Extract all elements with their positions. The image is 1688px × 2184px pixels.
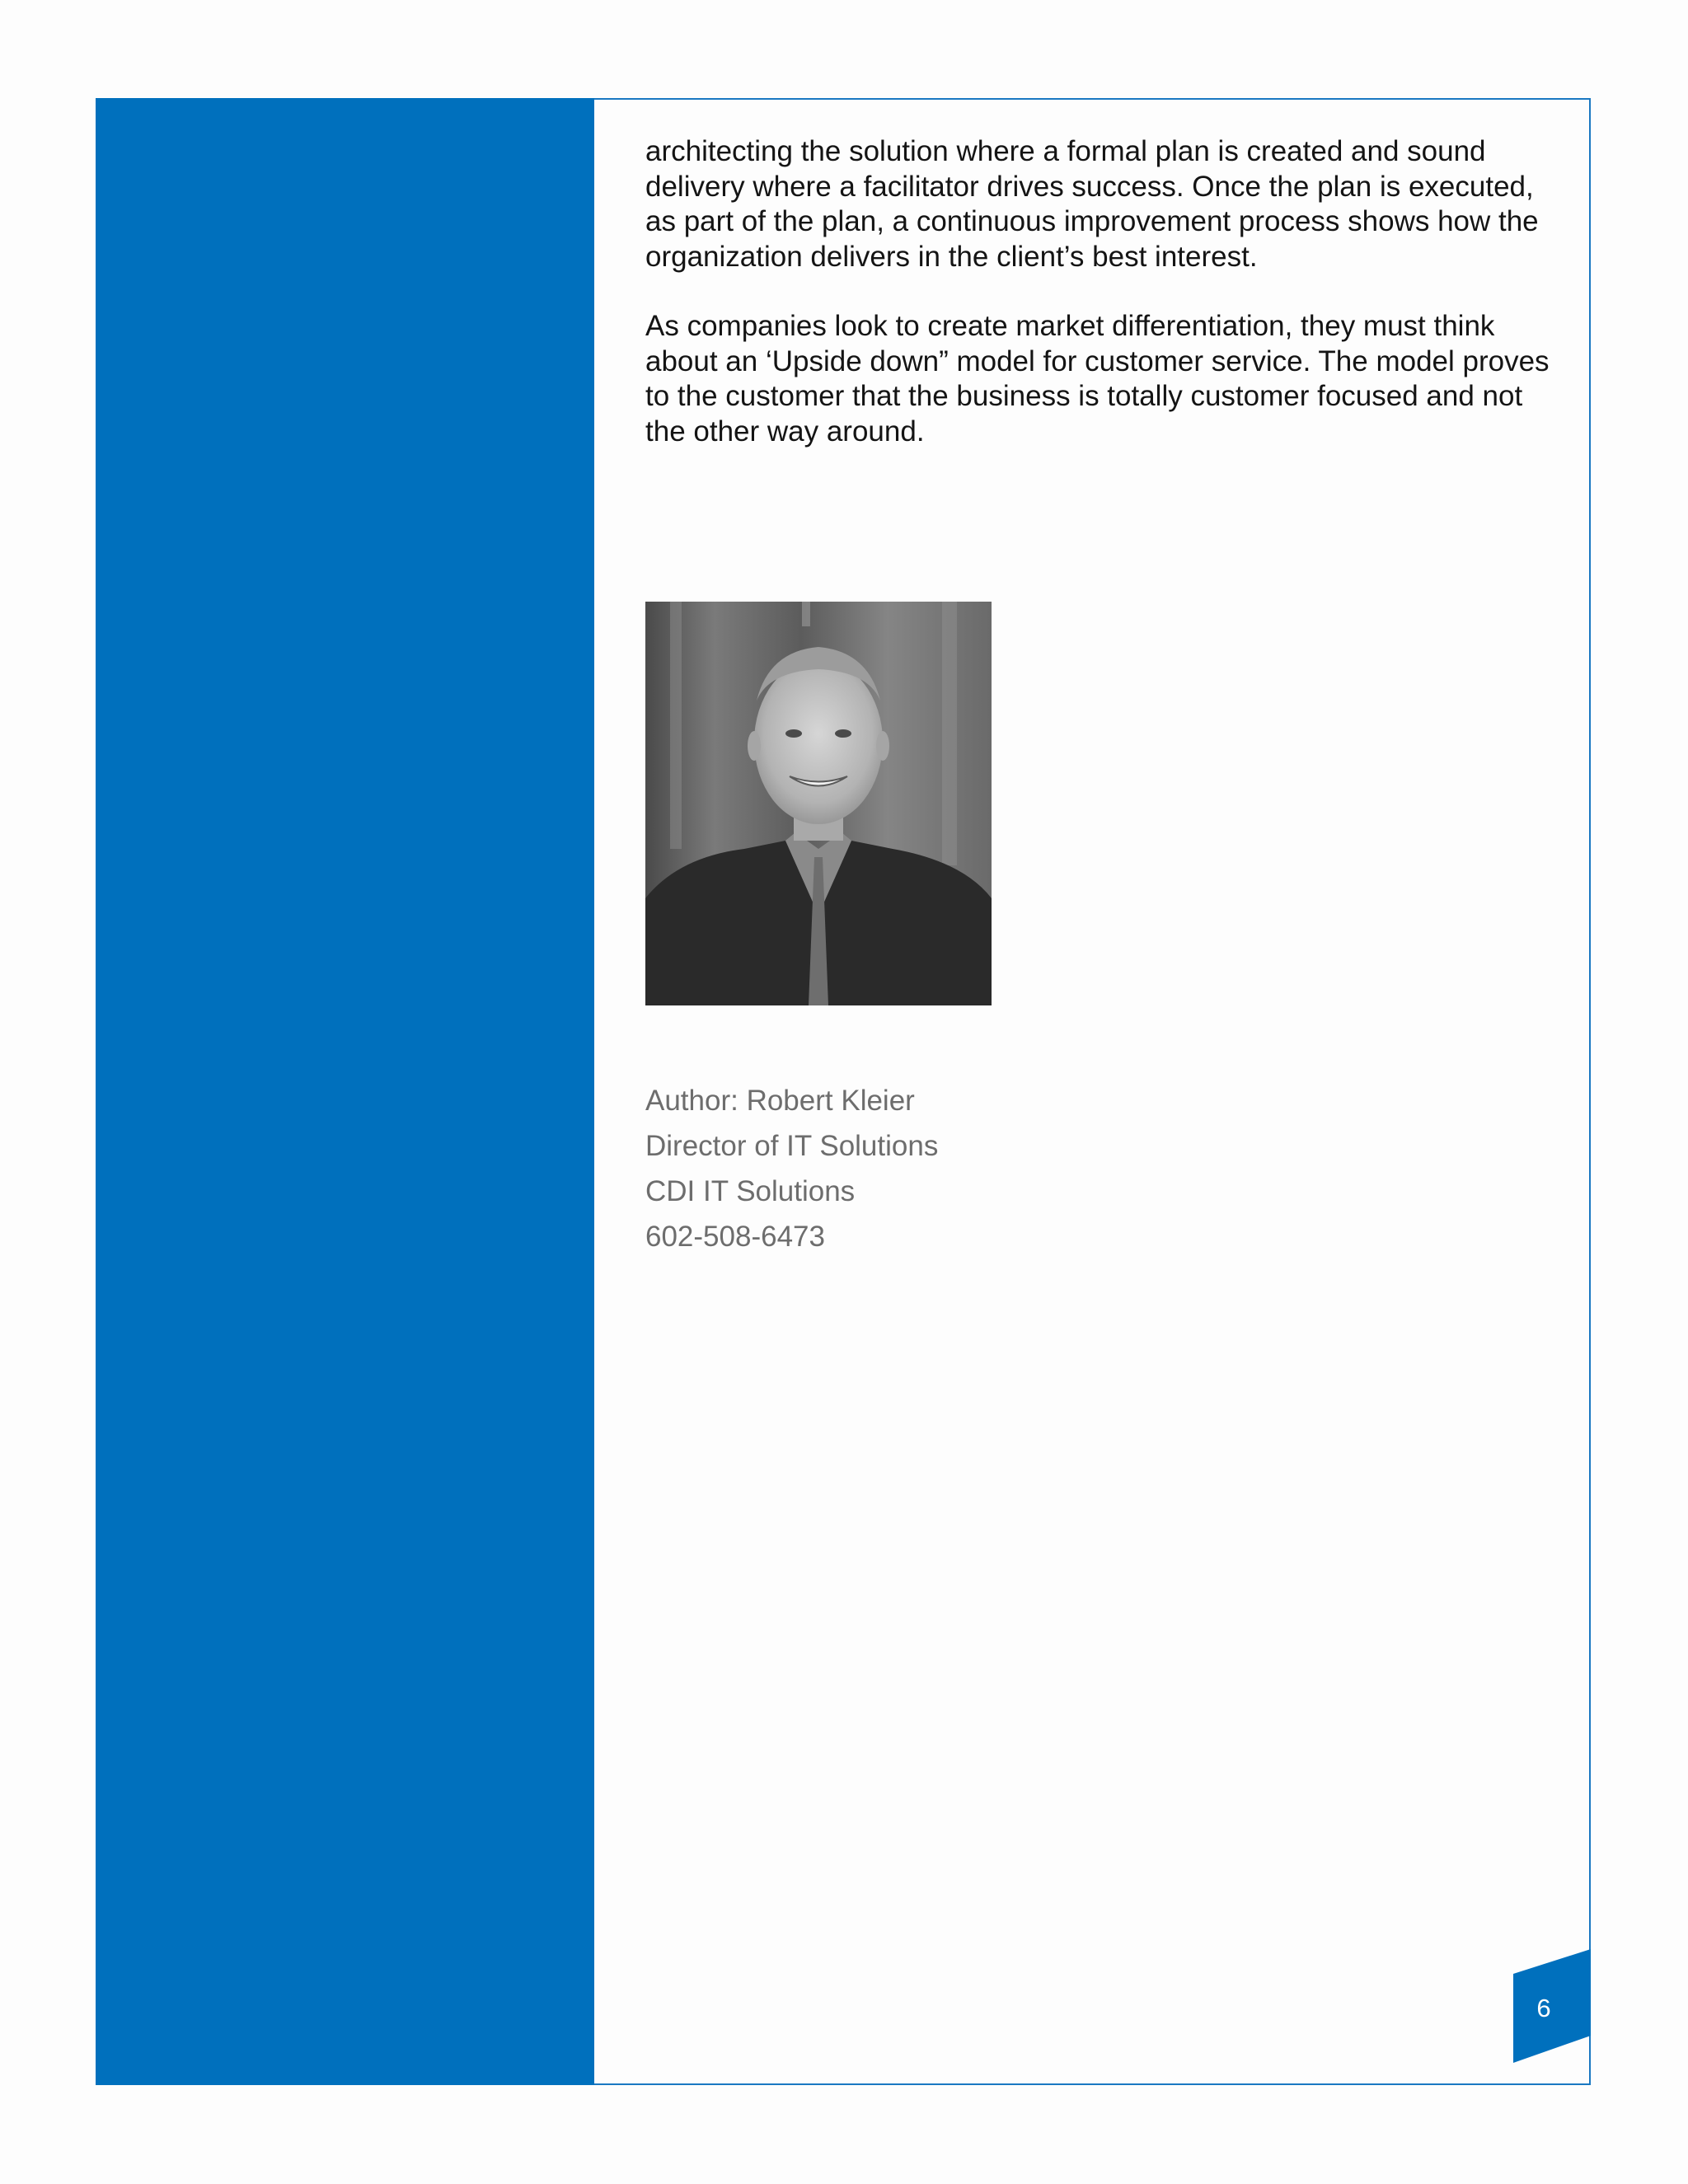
- author-photo: [645, 602, 992, 1005]
- blue-sidebar-band: [96, 98, 594, 2085]
- author-title: Director of IT Solutions: [645, 1130, 939, 1162]
- author-info: [645, 1078, 938, 1259]
- page-number: 6: [1536, 1994, 1551, 2022]
- author-company: CDI IT Solutions: [645, 1175, 856, 1207]
- author-portrait-image: [645, 602, 992, 1005]
- article-paragraph: As companies look to create market differentiation, they must think about an ‘Upside down” model for customer service. The model proves to the customer that the business is totally customer focused and not the other way around.: [645, 310, 1550, 448]
- author-name: Author: Robert Kleier: [645, 1085, 915, 1117]
- article-body: [645, 134, 1560, 449]
- article-paragraph: architecting the solution where a formal plan is created and sound delivery where a facilitator drives success. Once the plan is executed, as part of the plan, a continuous improvement process shows how the organization delivers in the client’s best interest.: [645, 135, 1539, 273]
- author-phone: 602-508-6473: [645, 1221, 825, 1253]
